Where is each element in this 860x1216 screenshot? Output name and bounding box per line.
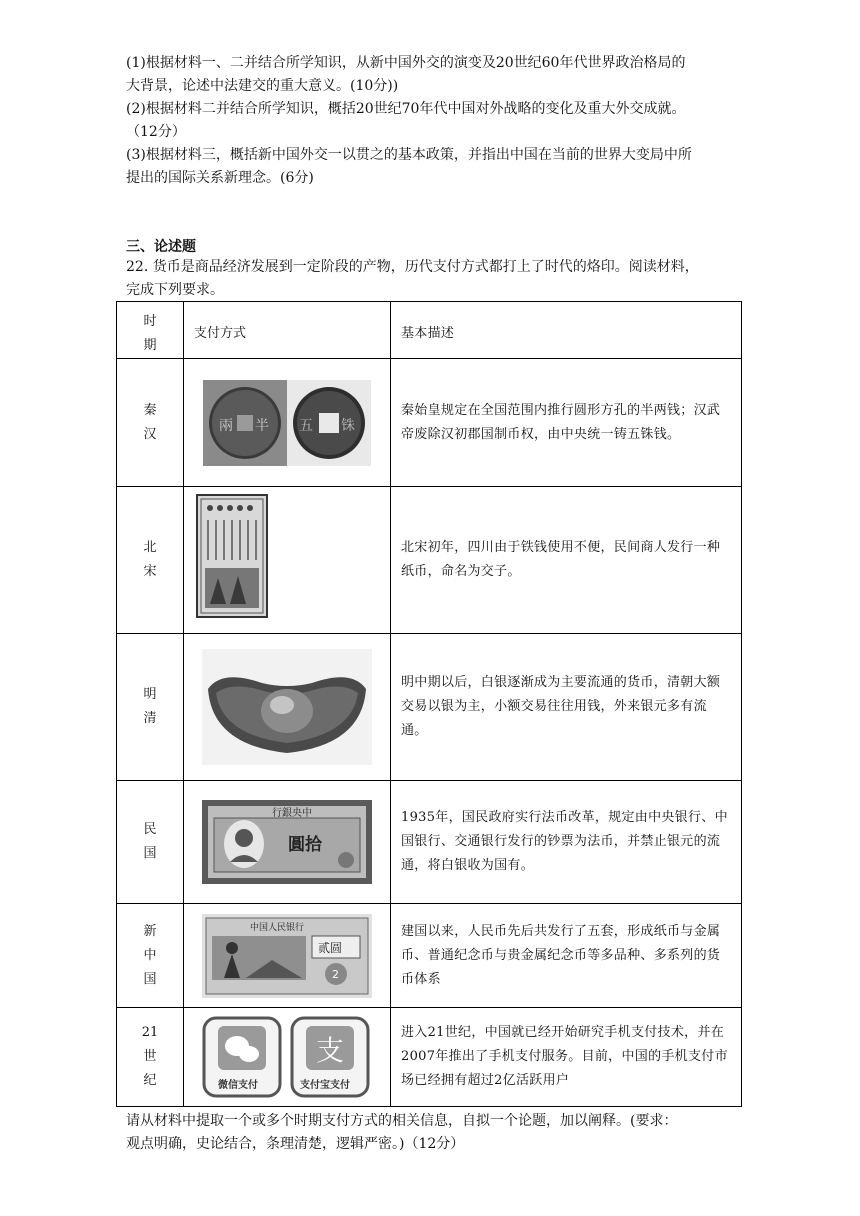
alipay-glyph: 支 [316, 1034, 345, 1067]
period-char: 新 [143, 923, 157, 939]
row-description: 秦始皇规定在全国范围内推行圆形方孔的半两钱；汉武帝废除汉初郡国制币权，由中央统一铸五铢钱。 [391, 359, 742, 487]
question-3 [126, 144, 738, 190]
table-row [117, 359, 742, 487]
jiaozi-paper-money-image [196, 494, 268, 618]
row-image-cell [184, 359, 391, 487]
question-1-line-2: 大背景，论述中法建交的重大意义。(10分)) [126, 78, 399, 94]
question-22-line-1: 22. 货币是商品经济发展到一定阶段的产物，历代支付方式都打上了时代的烙印。阅读材料， [126, 259, 699, 275]
header-period-char-1: 时 [143, 314, 157, 329]
essay-instruction [126, 1110, 738, 1156]
silver-ingot-image [202, 649, 372, 765]
question-3-line-1: (3)根据材料三，概括新中国外交一以贯之的基本政策，并指出中国在当前的世界大变局中所 [126, 147, 692, 163]
question-22-prompt [126, 256, 738, 302]
header-period-char-2: 期 [143, 338, 157, 353]
row-image-cell [184, 781, 391, 904]
row-image-cell [184, 1008, 391, 1107]
row-description: 1935年，国民政府实行法币改革，规定由中央银行、中国银行、交通银行发行的钞票为法币，并禁止银元的流通，将白银收为国有。 [391, 781, 742, 904]
question-1-line-1: (1)根据材料一、二并结合所学知识，从新中国外交的演变及20世纪60年代世界政治格局的 [126, 55, 686, 71]
row-description: 建国以来，人民币先后共发行了五套，形成纸币与金属币、普通纪念币与贵金属纪念币等多品种、多系列的货币体系 [391, 904, 742, 1008]
table-row [117, 1008, 742, 1107]
wechat-pay-icon [204, 1018, 280, 1096]
question-2 [126, 98, 738, 144]
period-char: 明 [143, 687, 157, 702]
svg-text:铢: 铢 [341, 417, 355, 434]
period-char: 北 [143, 540, 157, 555]
wechat-pay-label: 微信支付 [218, 1080, 258, 1091]
period-char: 世 [143, 1049, 157, 1064]
row-image-cell [184, 487, 391, 634]
row-description: 进入21世纪，中国就已经开始研究手机支付技术，并在2007年推出了手机支付服务。目前，中国的手机支付市场已经拥有超过2亿活跃用户 [391, 1008, 742, 1107]
banknote-top-label: 行銀央中 [272, 808, 312, 819]
period-char: 汉 [143, 426, 157, 442]
svg-text:2: 2 [332, 967, 339, 981]
header-period [117, 302, 184, 359]
banknote-top-label: 中国人民银行 [250, 922, 305, 933]
period-char: 清 [143, 711, 157, 726]
fabi-banknote-image [202, 800, 372, 884]
period-char: 宋 [143, 564, 157, 579]
header-method: 支付方式 [184, 302, 391, 359]
question-1 [126, 52, 738, 98]
payment-methods-table [116, 301, 742, 1107]
section-title: 三、论述题 [126, 239, 196, 255]
row-image-cell [184, 634, 391, 781]
svg-text:兩: 兩 [219, 417, 233, 434]
period-char: 21 [141, 1025, 159, 1040]
row-period [117, 634, 184, 781]
table-row [117, 781, 742, 904]
alipay-icon [292, 1018, 368, 1096]
period-char: 国 [143, 971, 157, 987]
period-char: 中 [143, 947, 157, 963]
table-header-row [117, 302, 742, 359]
period-char: 秦 [143, 402, 157, 418]
row-period [117, 904, 184, 1008]
row-description: 北宋初年，四川由于铁钱使用不便，民间商人发行一种纸币，命名为交子。 [391, 487, 742, 634]
svg-text:半: 半 [255, 417, 269, 434]
instruction-line-2: 观点明确，史论结合，条理清楚，逻辑严密。)（12分） [126, 1136, 465, 1152]
question-2-line-1: (2)根据材料二并结合所学知识，概括20世纪70年代中国对外战略的变化及重大外交成就。 [126, 101, 686, 117]
row-period [117, 359, 184, 487]
period-char: 国 [143, 846, 157, 861]
question-3-line-2: 提出的国际关系新理念。(6分) [126, 170, 314, 186]
row-period [117, 1008, 184, 1107]
header-description: 基本描述 [391, 302, 742, 359]
period-char: 民 [143, 822, 157, 837]
banknote-mid-label: 贰圆 [318, 940, 343, 955]
svg-text:五: 五 [299, 417, 313, 434]
row-description: 明中期以后，白银逐渐成为主要流通的货币，清朝大额交易以银为主，小额交易往往用钱，外来银元多有流通。 [391, 634, 742, 781]
table-row [117, 487, 742, 634]
instruction-line-1: 请从材料中提取一个或多个时期支付方式的相关信息，自拟一个论题，加以阐释。(要求： [126, 1113, 678, 1129]
row-period [117, 781, 184, 904]
table-row [117, 904, 742, 1008]
question-2-line-2: （12分） [126, 124, 186, 140]
alipay-label: 支付宝支付 [300, 1080, 350, 1091]
row-image-cell [184, 904, 391, 1008]
table-row [117, 634, 742, 781]
row-period [117, 487, 184, 634]
period-char: 纪 [143, 1073, 157, 1088]
ancient-coins-image [203, 380, 371, 466]
renminbi-banknote-image [202, 914, 372, 998]
question-22-line-2: 完成下列要求。 [126, 282, 224, 298]
mobile-payment-icons [202, 1016, 372, 1098]
banknote-mid-label: 圓拾 [288, 835, 322, 855]
